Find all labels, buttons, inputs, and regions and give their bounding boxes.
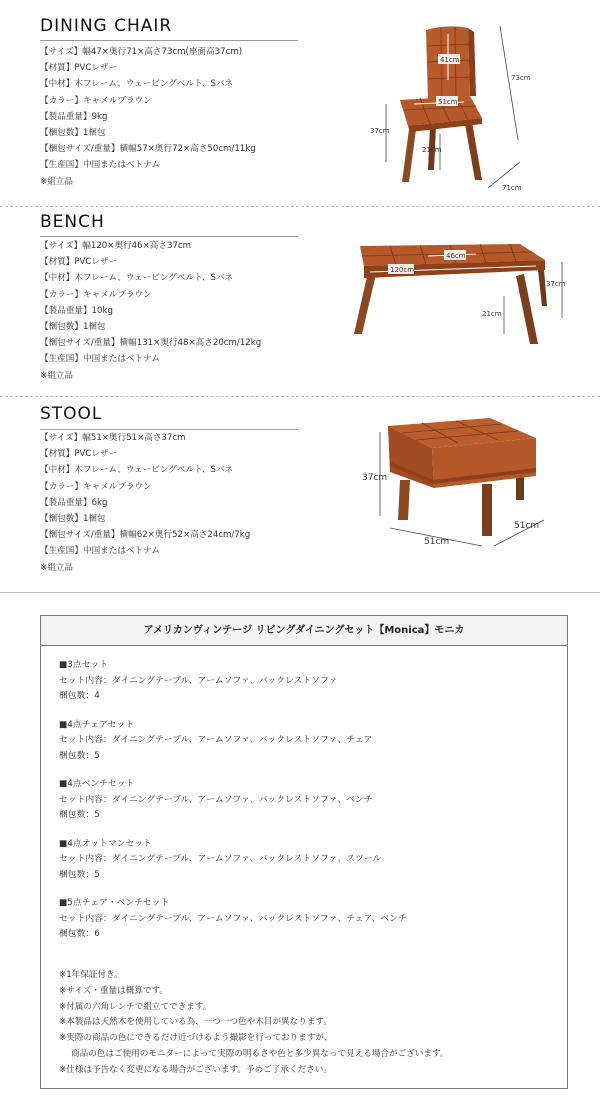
set-name: ■5点チェア・ベンチセット: [59, 898, 170, 908]
set-item: [59, 658, 407, 705]
set-name: ■3点セット: [59, 660, 109, 670]
spec-weight: 【製品重量】6kg: [40, 497, 108, 508]
note-approx: ※サイズ・重量は概算です。: [59, 985, 168, 996]
spec-filling: 【中材】木フレーム、ウェービングベルト、Sバネ: [40, 465, 234, 476]
spec-package-count: 【梱包数】1梱包: [40, 128, 106, 139]
bench-dim-depth: 46cm: [446, 252, 466, 260]
bench-title-rule: [40, 236, 298, 237]
spec-filling: 【中材】木フレーム、ウェービングベルト、Sバネ: [40, 273, 234, 284]
set-packages: 梱包数：5: [59, 810, 100, 820]
bench-section: [0, 206, 600, 396]
spec-package-size: 【梱包サイズ/重量】横幅62×奥行52×高さ24cm/7kg: [40, 530, 251, 541]
set-info-title: アメリカンヴィンテージ リビングダイニングセット【Monica】モニカ: [41, 616, 567, 646]
set-contents: セット内容：ダイニングテーブル、アームソファ、バックレストソファ: [59, 675, 338, 686]
note-wrench: ※付属の六角レンチで組立てできます。: [59, 1001, 212, 1012]
spec-assembly-note: ※組立品: [40, 176, 73, 187]
note-photo-color: ※実際の商品の色にできるだけ近づけるよう撮影を行っておりますが、: [59, 1033, 333, 1044]
spec-color: 【カラー】キャメルブラウン: [40, 481, 152, 492]
note-warranty: ※1年保証付き。: [59, 970, 123, 980]
set-item: [59, 718, 407, 765]
spec-material: 【材質】PVCレザー: [40, 449, 118, 460]
bench-dim-leg: 21cm: [482, 310, 502, 318]
spec-material: 【材質】PVCレザー: [40, 63, 118, 74]
set-contents: セット内容：ダイニングテーブル、アームソファ、バックレストソファ、ベンチ: [59, 794, 373, 805]
dining-chair-illustration: [370, 22, 550, 192]
spec-size: 【サイズ】幅47×奥行71×高さ73cm(座面高37cm): [40, 47, 243, 57]
spec-origin: 【生産国】中国またはベトナム: [40, 354, 160, 365]
spec-size: 【サイズ】幅51×奥行51×高さ37cm: [40, 433, 186, 443]
note-natural-wood: ※本製品は天然木を使用している為、一つ一つ色や木目が異なります。: [59, 1017, 332, 1028]
spec-assembly-note: ※組立品: [40, 562, 73, 573]
dining-chair-spec-list: [40, 44, 256, 190]
bench-dim-width: 120cm: [390, 266, 415, 274]
chair-dim-back: 41cm: [440, 56, 460, 64]
stool-section: [0, 396, 600, 590]
note-spec-change: ※仕様は予告なく変更になる場合がございます。予めご了承ください。: [59, 1064, 332, 1075]
spec-origin: 【生産国】中国またはベトナム: [40, 160, 160, 171]
spec-color: 【カラー】キャメルブラウン: [40, 95, 152, 106]
chair-dim-seat: 51cm: [438, 98, 458, 106]
set-packages: 梱包数：5: [59, 869, 100, 880]
bench-dim-height: 37cm: [546, 280, 566, 288]
set-contents: セット内容：ダイニングテーブル、アームソファ、バックレストソファ、チェア、ベンチ: [59, 913, 407, 924]
set-info-box: [40, 615, 568, 1089]
set-item: [59, 777, 407, 824]
set-contents: セット内容：ダイニングテーブル、アームソファ、バックレストソファ、チェア: [59, 735, 373, 745]
spec-assembly-note: ※組立品: [40, 370, 73, 381]
stool-illustration: [358, 396, 558, 556]
set-contents: セット内容：ダイニングテーブル、アームソファ、バックレストソファ、スツール: [59, 854, 382, 864]
stool-spec-list: [40, 430, 250, 576]
set-name: ■4点チェアセット: [59, 719, 135, 730]
set-packages: 梱包数：5: [59, 750, 100, 761]
chair-dim-seat-height: 37cm: [370, 127, 390, 135]
spec-weight: 【製品重量】9kg: [40, 111, 108, 122]
bench-illustration: [340, 234, 580, 364]
stool-dim-height: 37cm: [362, 473, 388, 483]
chair-dim-depth: 71cm: [502, 184, 522, 192]
divider-3: [0, 592, 600, 593]
dining-chair-title: DINING CHAIR: [40, 16, 173, 36]
spec-material: 【材質】PVCレザー: [40, 257, 118, 268]
set-name: ■4点オットマンセット: [59, 838, 152, 849]
set-list: [59, 658, 407, 956]
spec-package-size: 【梱包サイズ/重量】横幅131×奥行48×高さ20cm/12kg: [40, 338, 262, 349]
spec-origin: 【生産国】中国またはベトナム: [40, 546, 160, 557]
notes-list: [59, 968, 448, 1079]
spec-filling: 【中材】木フレーム、ウェービングベルト、Sバネ: [40, 79, 234, 90]
stool-dim-width: 51cm: [424, 537, 450, 547]
set-packages: 梱包数：4: [59, 691, 100, 701]
note-monitor-color: 商品の色はご使用のモニターによって実際の明るさや色と多少異なって見える場合がございます。: [71, 1048, 449, 1059]
dining-chair-title-rule: [40, 40, 298, 41]
spec-package-count: 【梱包数】1梱包: [40, 322, 106, 333]
spec-color: 【カラー】キャメルブラウン: [40, 289, 152, 300]
set-item: [59, 837, 407, 884]
bench-spec-list: [40, 238, 261, 384]
spec-weight: 【製品重量】10kg: [40, 305, 113, 316]
spec-size: 【サイズ】幅120×奥行46×高さ37cm: [40, 241, 192, 251]
dining-chair-section: [0, 0, 600, 205]
set-packages: 梱包数：6: [59, 929, 100, 939]
stool-dim-depth: 51cm: [514, 521, 540, 531]
chair-dim-height: 73cm: [511, 74, 531, 82]
bench-title: BENCH: [40, 212, 105, 232]
set-item: [59, 896, 407, 943]
spec-package-size: 【梱包サイズ/重量】横幅57×奥行72×高さ50cm/11kg: [40, 144, 256, 155]
chair-dim-leg: 21cm: [422, 146, 442, 154]
stool-title: STOOL: [40, 404, 103, 424]
set-name: ■4点ベンチセット: [59, 779, 135, 789]
spec-package-count: 【梱包数】1梱包: [40, 514, 106, 525]
